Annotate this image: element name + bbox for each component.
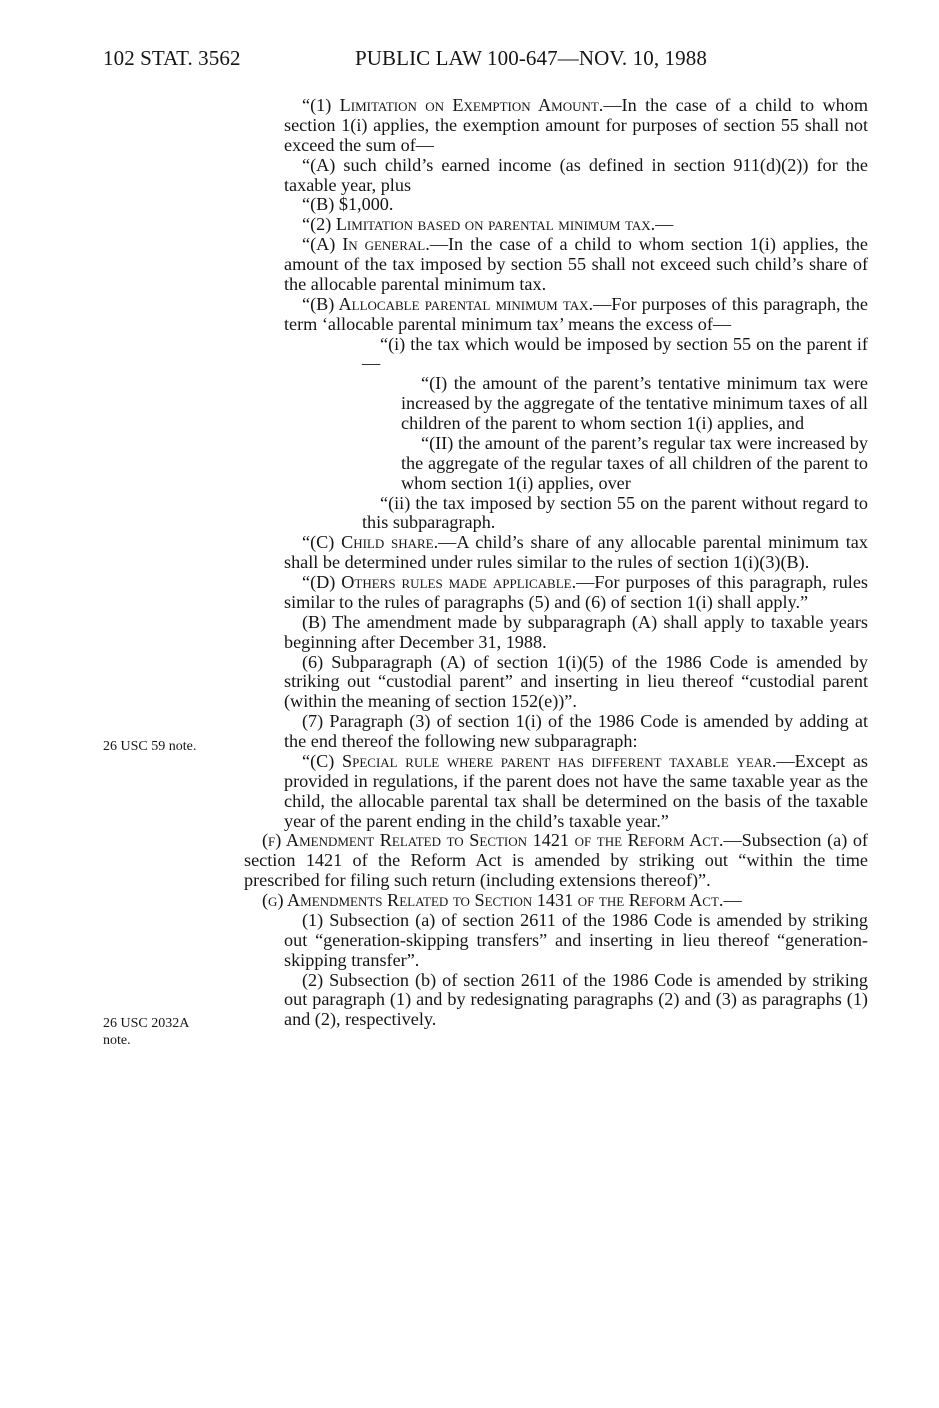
section-g-heading <box>244 891 868 911</box>
para-1-B: “(B) $1,000. <box>302 194 394 215</box>
para-heading: “(1) Limitation on Exemption Amount. <box>302 95 604 115</box>
para-text: —In the case of a child to whom section 1(i) applies, the amount of the tax imposed by section 55 shall not exceed such child’s share of the allocable parental minimum tax. <box>284 234 868 294</box>
para-2-B-i-II: “(II) the amount of the parent’s regular tax were increased by the aggregate of the regular taxes of all children of the parent to whom section 1(i) applies, over <box>401 432 868 493</box>
section-g-2: (2) Subsection (b) of section 2611 of the 1986 Code is amended by striking out paragraph (1) and by redesignating paragraphs (2) and (3) as paragraphs (1) and (2), respectively. <box>284 969 868 1030</box>
margin-note-line: 26 USC 2032A <box>103 1016 190 1031</box>
para-2-B-i-I: “(I) the amount of the parent’s tentative minimum tax were increased by the aggregate of the tentative minimum taxes of all children of the parent to whom section 1(i) applies, and <box>401 373 868 433</box>
para-2-C <box>244 533 868 573</box>
margin-note-line: note. <box>103 1033 131 1048</box>
para-B-effective-date: (B) The amendment made by subparagraph (A) shall apply to taxable years beginning after December 31, 1988. <box>284 611 868 652</box>
para-2-A <box>244 235 868 295</box>
margin-note-usc2032a <box>103 1015 189 1049</box>
para-text: —In the case of a child to whom section 1(i) applies, the exemption amount for purposes of section 55 shall not exceed the sum of— <box>284 95 868 155</box>
para-2-B <box>244 295 868 335</box>
para-2-B-i: “(i) the tax which would be imposed by section 55 on the parent if— <box>362 333 868 374</box>
para-7-C <box>244 752 868 832</box>
section-f <box>244 831 868 891</box>
para-heading: “(D) Others rules made applicable. <box>302 572 577 592</box>
para-text: — <box>655 214 674 235</box>
para-1-limitation-exemption <box>244 96 868 156</box>
para-heading: (g) Amendments Related to Section 1431 of the Reform Act. <box>262 890 724 910</box>
para-7: (7) Paragraph (3) of section 1(i) of the 1986 Code is amended by adding at the end thereof the following new subparagraph: <box>284 711 868 751</box>
para-text: — <box>723 890 742 910</box>
para-2-B-ii: “(ii) the tax imposed by section 55 on the parent without regard to this subparagraph. <box>362 492 868 533</box>
para-text: —For purposes of this paragraph, the term ‘allocable parental minimum tax’ means the excess of— <box>284 293 868 334</box>
para-text: —Except as provided in regulations, if the parent does not have the same taxable year as the child, the allocable parental tax shall be determined on the basis of the taxable year of the parent ending in the child’s taxable year.” <box>284 750 868 831</box>
margin-note-usc59: 26 USC 59 note. <box>103 739 197 754</box>
para-6: (6) Subparagraph (A) of section 1(i)(5) of the 1986 Code is amended by striking out “custodial parent” and inserting in lieu thereof “custodial parent (within the meaning of section 152(e))”. <box>284 651 868 712</box>
stat-page-reference: 102 STAT. 3562 <box>103 46 241 70</box>
para-2-D <box>244 573 868 613</box>
para-text: —Subsection (a) of section 1421 of the Reform Act is amended by striking out “within the time prescribed for filing such return (including extensions thereof)”. <box>244 830 868 891</box>
para-1-A: “(A) such child’s earned income (as defined in section 911(d)(2)) for the taxable year, plus <box>284 154 868 195</box>
para-heading: (f) Amendment Related to Section 1421 of the Reform Act. <box>262 830 724 851</box>
para-text: —For purposes of this paragraph, rules similar to the rules of paragraphs (5) and (6) of section 1(i) shall apply.” <box>284 572 868 612</box>
document-body <box>244 96 868 1030</box>
para-heading: “(A) In general. <box>302 234 430 255</box>
para-heading: “(C) Child share. <box>302 532 439 553</box>
law-title-header: PUBLIC LAW 100-647—NOV. 10, 1988 <box>355 46 707 70</box>
para-2-heading <box>244 215 868 235</box>
para-heading: “(2) Limitation based on parental minimum tax. <box>302 214 656 235</box>
para-heading: “(C) Special rule where parent has different taxable year. <box>302 750 777 771</box>
para-text: —A child’s share of any allocable parental minimum tax shall be determined under rules similar to the rules of section 1(i)(3)(B). <box>284 532 868 573</box>
para-heading: “(B) Allocable parental minimum tax. <box>302 293 594 314</box>
section-g-1: (1) Subsection (a) of section 2611 of the 1986 Code is amended by striking out “generation-skipping transfers” and inserting in lieu thereof “generation-skipping transfer”. <box>284 909 868 970</box>
